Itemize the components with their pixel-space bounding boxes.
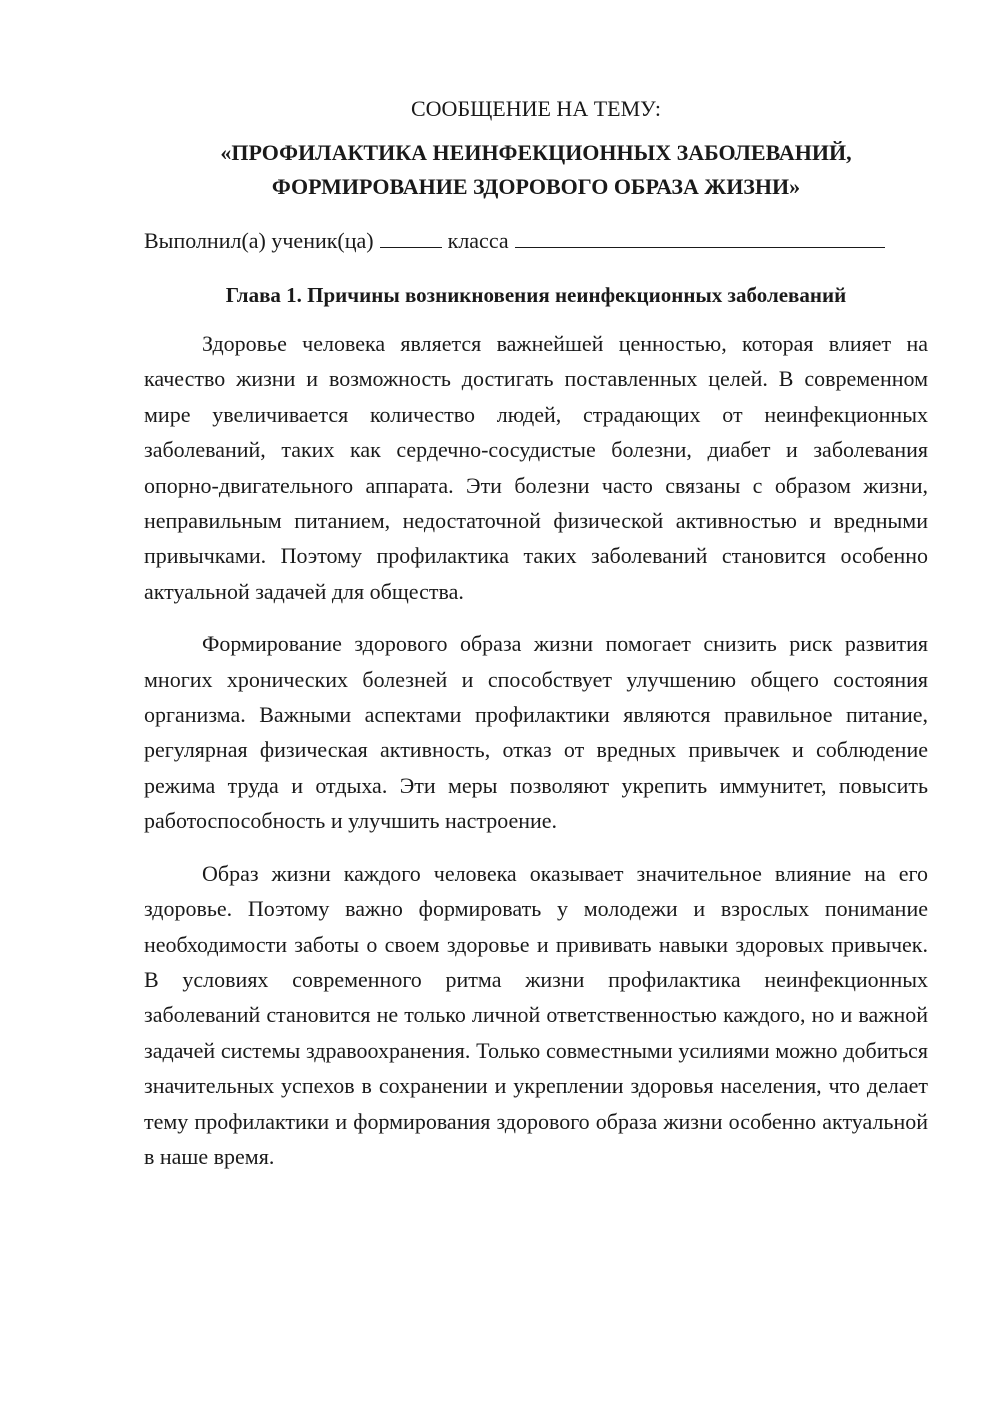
class-label: класса <box>447 228 509 253</box>
document-title <box>144 136 928 204</box>
paragraph-1: Здоровье человека является важнейшей ценностью, которая влияет на качество жизни и возможность достигать поставленных целей. В современном мире увеличивается количество людей, страдающих от неинфекционных заболеваний, таких как сердечно-сосудистые болезни, диабет и заболевания опорно-двигательного аппарата. Эти болезни часто связаны с образом жизни, неправильным питанием, недостаточной физической активностью и вредными привычками. Поэтому профилактика таких заболеваний становится особенно актуальной задачей для общества. <box>144 331 928 604</box>
paragraph-3: Образ жизни каждого человека оказывает значительное влияние на его здоровье. Поэтому важно формировать у молодежи и взрослых понимание необходимости заботы о своем здоровье и прививать навыки здоровых привычек. В условиях современного ритма жизни профилактика неинфекционных заболеваний становится не только личной ответственностью каждого, но и важной задачей системы здравоохранения. Только совместными усилиями можно добиться значительных успехов в сохранении и укреплении здоровья населения, что делает тему профилактики и формирования здорового образа жизни особенно актуальной в наше время. <box>144 860 928 1169</box>
author-line <box>144 224 928 258</box>
document-body <box>144 92 928 1191</box>
chapter-heading: Глава 1. Причины возникновения неинфекционных заболеваний <box>225 283 847 307</box>
document-kind-line: СООБЩЕНИЕ НА ТЕМУ: <box>411 96 661 121</box>
grade-blank-line <box>380 225 442 248</box>
paragraph-2: Формирование здорового образа жизни помогает снизить риск развития многих хронических болезней и способствует улучшению общего состояния организма. Важными аспектами профилактики являются правильное питание, регулярная физическая активность, отказ от вредных привычек и соблюдение режима труда и отдыха. Эти меры позволяют укрепить иммунитет, повысить работоспособность и улучшить настроение. <box>144 631 928 834</box>
document-title-line-2: ФОРМИРОВАНИЕ ЗДОРОВОГО ОБРАЗА ЖИЗНИ» <box>271 174 801 199</box>
document-title-line-1: «ПРОФИЛАКТИКА НЕИНФЕКЦИОННЫХ ЗАБОЛЕВАНИЙ, <box>220 140 852 165</box>
class-blank-line <box>515 225 885 248</box>
author-label: Выполнил(а) ученик(ца) <box>144 228 374 253</box>
